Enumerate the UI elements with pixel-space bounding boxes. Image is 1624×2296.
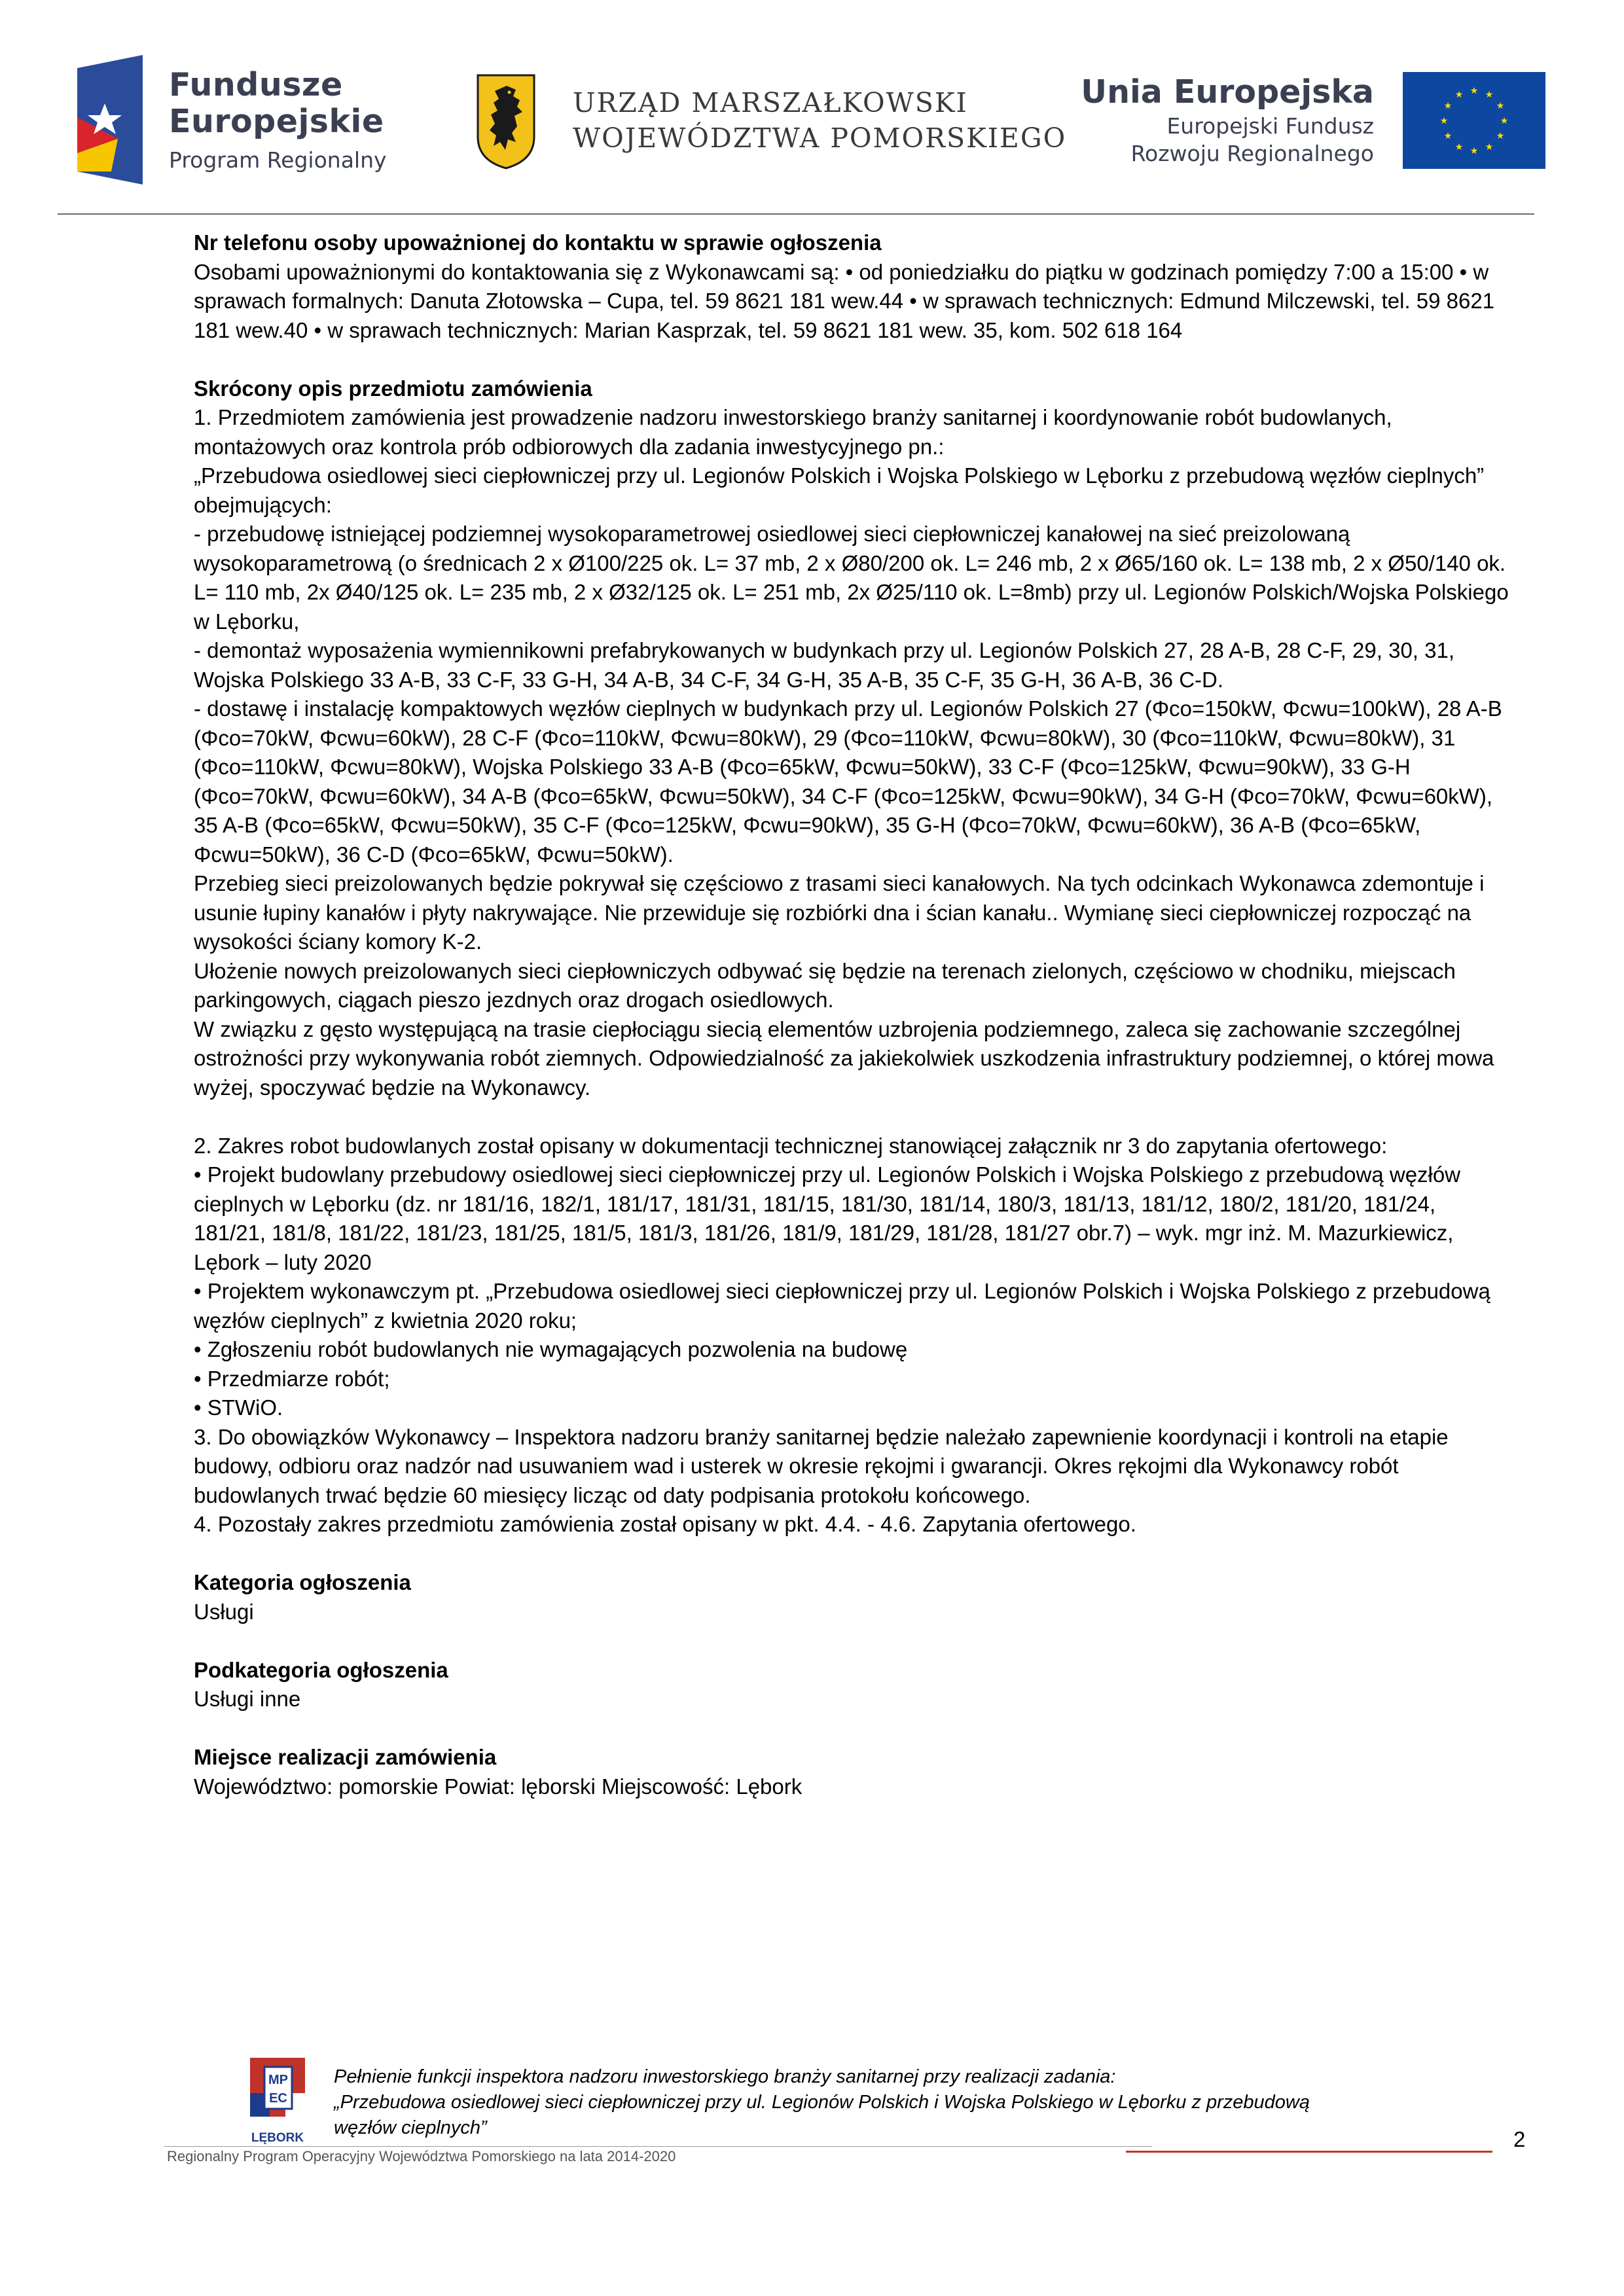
mpec-city-text: LĘBORK xyxy=(251,2131,304,2145)
place-heading: Miejsce realizacji zamówienia xyxy=(194,1745,497,1769)
eu-line2: Europejski Fundusz xyxy=(1166,113,1374,139)
footer-program-text: Regionalny Program Operacyjny Województwa Pomorskiego na lata 2014-2020 xyxy=(167,2148,676,2164)
svg-text:★: ★ xyxy=(1454,142,1464,152)
footer-line2: „Przebudowa osiedlowej sieci ciepłowniczej przy ul. Legionów Polskich i Wojska Polskiego w Lęborku z przebudową xyxy=(334,2092,1310,2113)
fe-line3: Program Regionalny xyxy=(169,147,387,173)
scope-paragraph: 3. Do obowiązków Wykonawcy – Inspektora nadzoru branży sanitarnej będzie należało zapewnienie koordynacji i kontroli na etapie budowy, odbioru oraz nadzór nad usuwaniem wad i usterek w okresie rękojmi i gwarancji. Okres rękojmi dla Wykonawcy robót budowlanych trwać będzie 60 miesięcy licząc od daty podpisania protokołu końcowego. xyxy=(194,1424,1449,1507)
eu-flag-icon xyxy=(1403,72,1545,169)
description-heading: Skrócony opis przedmiotu zamówienia xyxy=(194,376,592,401)
scope-paragraph: 4. Pozostały zakres przedmiotu zamówienia został opisany w pkt. 4.4. - 4.6. Zapytania ofertowego. xyxy=(194,1512,1136,1536)
svg-text:★: ★ xyxy=(1496,101,1505,111)
description-paragraph: „Przebudowa osiedlowej sieci ciepłowniczej przy ul. Legionów Polskich i Wojska Polskiego w Lęborku z przebudową węzłów cieplnych” obejmujących: xyxy=(194,463,1485,517)
scope-paragraph: • Zgłoszeniu robót budowlanych nie wymagających pozwolenia na budowę xyxy=(194,1337,908,1361)
mpec-bottom-text: EC xyxy=(269,2091,287,2106)
description-paragraph: 1. Przedmiotem zamówienia jest prowadzenie nadzoru inwestorskiego branży sanitarnej i koordynowanie robót budowlanych, montażowych oraz kontrola prób odbiorowych dla zadania inwestycyjnego pn.: xyxy=(194,405,1392,459)
category-heading: Kategoria ogłoszenia xyxy=(194,1570,411,1594)
svg-text:★: ★ xyxy=(1439,116,1449,126)
contact-text: Osobami upoważnionymi do kontaktowania się z Wykonawcami są: • od poniedziałku do piątku w godzinach pomiędzy 7:00 a 15:00 • w sprawach formalnych: Danuta Złotowska – Cupa, tel. 59 8621 181 wew.44 • w sprawach technicznych: Edmund Milczewski, tel. 59 8621 181 wew.40 • w sprawach technicznych: Marian Kasprzak, tel. 59 8621 181 wew. 35, kom. 502 618 164 xyxy=(194,259,1495,342)
scope-paragraph: 2. Zakres robot budowlanych został opisany w dokumentacji technicznej stanowiącej załącznik nr 3 do zapytania ofertowego: xyxy=(194,1133,1388,1158)
svg-text:★: ★ xyxy=(1500,116,1509,126)
description-paragraph: - dostawę i instalację kompaktowych węzłów cieplnych w budynkach przy ul. Legionów Polskich 27 (Φco=150kW, Φcwu=100kW), 28 A-B (Φco=70kW, Φcwu=60kW), 28 C-F (Φco=110kW, Φcwu=80kW), 29 (Φco=110kW, Φcwu=80kW), 30 (Φco=110kW, Φcwu=80kW), 31 (Φco=110kW, Φcwu=80kW), Wojska Polskiego 33 A-B (Φco=65kW, Φcwu=50kW), 33 C-F (Φco=125kW, Φcwu=90kW), 33 G-H (Φco=70kW, Φcwu=60kW), 34 A-B (Φco=65kW, Φcwu=50kW), 34 C-F (Φco=125kW, Φcwu=90kW), 34 G-H (Φco=70kW, Φcwu=60kW), 35 A-B (Φco=65kW, Φcwu=50kW), 35 C-F (Φco=125kW, Φcwu=90kW), 35 G-H (Φco=70kW, Φcwu=60kW), 36 A-B (Φco=65kW, Φcwu=50kW), 36 C-D (Φco=65kW, Φcwu=50kW). xyxy=(194,696,1502,867)
contact-heading: Nr telefonu osoby upoważnionej do kontaktu w sprawie ogłoszenia xyxy=(194,230,882,255)
scope-paragraph: • Projektem wykonawczym pt. „Przebudowa osiedlowej sieci ciepłowniczej przy ul. Legionów Polskich i Wojska Polskiego z przebudową węzłów cieplnych” z kwietnia 2020 roku; xyxy=(194,1279,1490,1333)
svg-text:★: ★ xyxy=(1496,131,1505,141)
subcategory-value: Usługi inne xyxy=(194,1687,301,1711)
svg-text:★: ★ xyxy=(1443,131,1453,141)
svg-text:★: ★ xyxy=(1485,90,1494,100)
svg-text:★: ★ xyxy=(1470,146,1479,156)
description-paragraph: - demontaż wyposażenia wymiennikowni prefabrykowanych w budynkach przy ul. Legionów Polskich 27, 28 A-B, 28 C-F, 29, 30, 31, Wojska Polskiego 33 A-B, 33 C-F, 33 G-H, 34 A-B, 34 C-F, 34 G-H, 35 A-B, 35 C-F, 35 G-H, 36 A-B, 36 C-D. xyxy=(194,638,1455,692)
mpec-logo-icon xyxy=(244,2054,312,2145)
page-number: 2 xyxy=(1513,2127,1526,2151)
fundusze-europejskie-logo-icon xyxy=(77,55,143,185)
footer-accent-line xyxy=(1126,2151,1492,2153)
footer-task-description xyxy=(334,2064,1310,2141)
description-paragraph: W związku z gęsto występującą na trasie ciepłociągu siecią elementów uzbrojenia podziemnego, zaleca się zachowanie szczególnej ostrożności przy wykonywania robót ziemnych. Odpowiedzialność za jakiekolwiek uszkodzenia infrastruktury podziemnej, o której mowa wyżej, spoczywać będzie na Wykonawcy. xyxy=(194,1016,1494,1100)
svg-text:★: ★ xyxy=(1443,101,1453,111)
place-value: Województwo: pomorskie Powiat: lęborski Miejscowość: Lębork xyxy=(194,1774,803,1799)
document-body xyxy=(194,228,1509,1801)
unia-europejska-text xyxy=(1081,72,1374,168)
um-line1: URZĄD MARSZAŁKOWSKI xyxy=(573,87,968,118)
eu-line3: Rozwoju Regionalnego xyxy=(1130,141,1374,166)
svg-text:★: ★ xyxy=(1470,86,1479,96)
footer-line1: Pełnienie funkcji inspektora nadzoru inwestorskiego branży sanitarnej przy realizacji zadania: xyxy=(334,2066,1116,2087)
fe-line1: Fundusze xyxy=(169,66,343,103)
description-paragraph: - przebudowę istniejącej podziemnej wysokoparametrowej osiedlowej sieci ciepłowniczej kanałowej na sieć preizolowaną wysokoparametrową (o średnicach 2 x Ø100/225 ok. L= 37 mb, 2 x Ø80/200 ok. L= 246 mb, 2 x Ø65/160 ok. L= 138 mb, 2 x Ø50/140 ok. L= 110 mb, 2x Ø40/125 ok. L= 235 mb, 2 x Ø32/125 ok. L= 251 mb, 2x Ø25/110 ok. L=8mb) przy ul. Legionów Polskich/Wojska Polskiego w Lęborku, xyxy=(194,522,1509,634)
eu-line1: Unia Europejska xyxy=(1081,73,1374,111)
footer-divider xyxy=(164,2146,1152,2147)
urzad-marszalkowski-text xyxy=(573,85,1066,156)
griffin-crest-icon xyxy=(477,74,535,170)
subcategory-heading: Podkategoria ogłoszenia xyxy=(194,1657,448,1682)
description-paragraph: Ułożenie nowych preizolowanych sieci ciepłowniczych odbywać się będzie na terenach zielonych, częściowo w chodniku, miejscach parkingowych, ciągach pieszo jezdnych oraz drogach osiedlowych. xyxy=(194,958,1456,1012)
svg-text:★: ★ xyxy=(1485,142,1494,152)
description-paragraph: Przebieg sieci preizolowanych będzie pokrywał się częściowo z trasami sieci kanałowych. Na tych odcinkach Wykonawca zdemontuje i usunie łupiny kanałów i płyty nakrywające. Nie przewiduje się rozbiórki dna i ścian kanału.. Wymianę sieci ciepłowniczej rozpocząć na wysokości ściany komory K-2. xyxy=(194,871,1485,954)
category-value: Usługi xyxy=(194,1599,254,1624)
footer-line3: węzłów cieplnych” xyxy=(334,2117,487,2138)
fundusze-europejskie-text xyxy=(169,67,387,175)
scope-paragraph: • Przedmiarze robót; xyxy=(194,1366,390,1391)
fe-line2: Europejskie xyxy=(169,103,384,140)
um-line2: WOJEWÓDZTWA POMORSKIEGO xyxy=(573,122,1067,154)
svg-text:★: ★ xyxy=(1454,90,1464,100)
scope-paragraph: • Projekt budowlany przebudowy osiedlowej sieci ciepłowniczej przy ul. Legionów Polskich i Wojska Polskiego z przebudową węzłów cieplnych w Lęborku (dz. nr 181/16, 182/1, 181/17, 181/31, 181/15, 181/30, 181/14, 180/3, 181/13, 181/12, 180/2, 181/20, 181/24, 181/21, 181/8, 181/22, 181/23, 181/25, 181/5, 181/3, 181/26, 181/9, 181/29, 181/28, 181/27 obr.7) – wyk. mgr inż. M. Mazurkiewicz, Lębork – luty 2020 xyxy=(194,1162,1461,1274)
page-header xyxy=(0,0,1624,216)
header-divider xyxy=(58,213,1534,215)
scope-paragraph: • STWiO. xyxy=(194,1395,283,1420)
mpec-top-text: MP xyxy=(268,2073,288,2087)
